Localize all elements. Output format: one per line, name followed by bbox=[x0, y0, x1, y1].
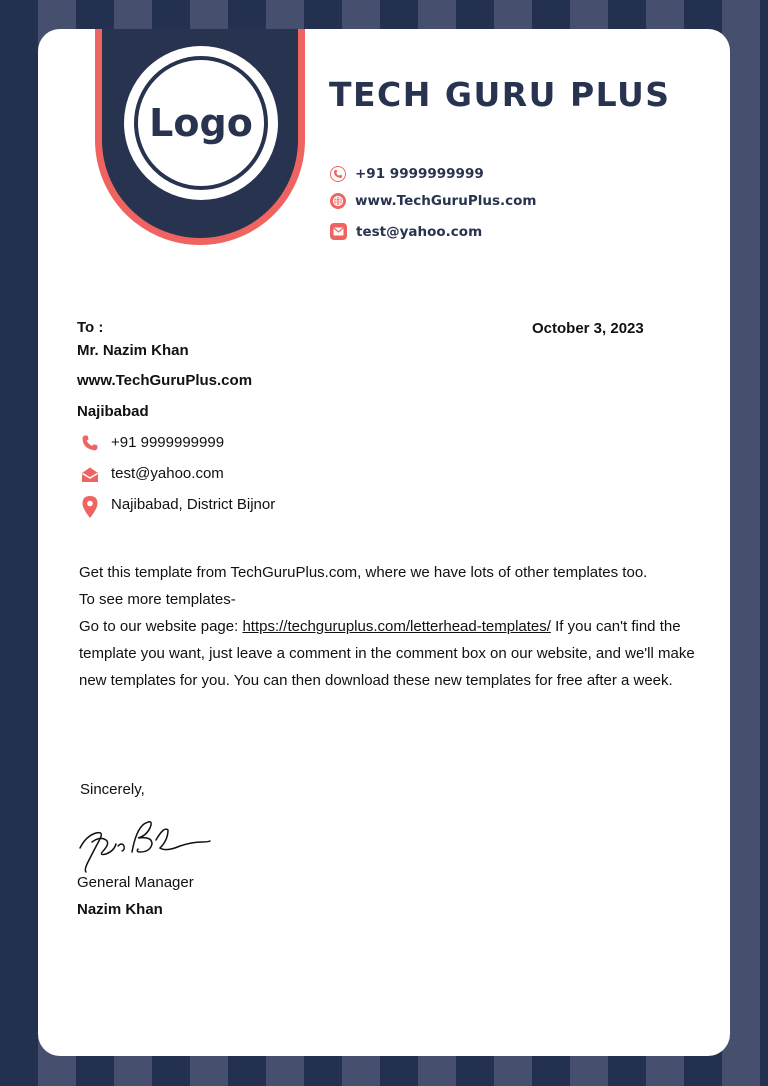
signer-title: General Manager bbox=[77, 874, 194, 891]
header-phone bbox=[330, 166, 484, 182]
salutation: Sincerely, bbox=[80, 781, 145, 798]
body-line-2: To see more templates- bbox=[79, 591, 236, 608]
signature-image bbox=[74, 806, 214, 876]
header-email-text[interactable]: test@yahoo.com bbox=[356, 223, 483, 240]
letter-date: October 3, 2023 bbox=[532, 320, 644, 337]
recipient-email: test@yahoo.com bbox=[111, 465, 224, 482]
letterhead-page bbox=[38, 29, 730, 1056]
recipient-website: www.TechGuruPlus.com bbox=[77, 372, 253, 389]
body-line-1: Get this template from TechGuruPlus.com, where we have lots of other templates too. bbox=[79, 564, 648, 581]
phone-icon bbox=[330, 166, 346, 182]
link-prefix: Go to our website page: bbox=[79, 618, 243, 635]
phone-icon bbox=[81, 434, 99, 452]
to-label: To : bbox=[77, 319, 104, 336]
letter-body bbox=[79, 559, 699, 694]
envelope-open-icon bbox=[81, 466, 99, 484]
header-phone-text: +91 9999999999 bbox=[355, 166, 484, 182]
body-paragraph bbox=[79, 613, 699, 694]
recipient-phone: +91 9999999999 bbox=[111, 434, 225, 451]
company-name: TECH GURU PLUS bbox=[329, 75, 671, 114]
recipient-name: Mr. Nazim Khan bbox=[77, 342, 189, 359]
recipient-address: Najibabad, District Bijnor bbox=[111, 496, 276, 513]
signer-name: Nazim Khan bbox=[77, 901, 163, 918]
templates-link[interactable]: https://techguruplus.com/letterhead-templates/ bbox=[242, 618, 551, 635]
header-email bbox=[330, 223, 482, 240]
mail-icon bbox=[330, 223, 347, 240]
body-continuation: If you can't find the template you want, just leave a comment in the comment box on our website, and we'll make new templates for you. You can then download these new templates for free after a week. bbox=[79, 618, 695, 689]
globe-icon bbox=[330, 193, 346, 209]
location-pin-icon bbox=[81, 495, 99, 519]
header-website bbox=[330, 193, 536, 209]
recipient-city: Najibabad bbox=[77, 403, 149, 420]
logo-text: Logo bbox=[149, 101, 253, 145]
logo-badge bbox=[124, 46, 278, 200]
header-website-text[interactable]: www.TechGuruPlus.com bbox=[355, 193, 537, 209]
